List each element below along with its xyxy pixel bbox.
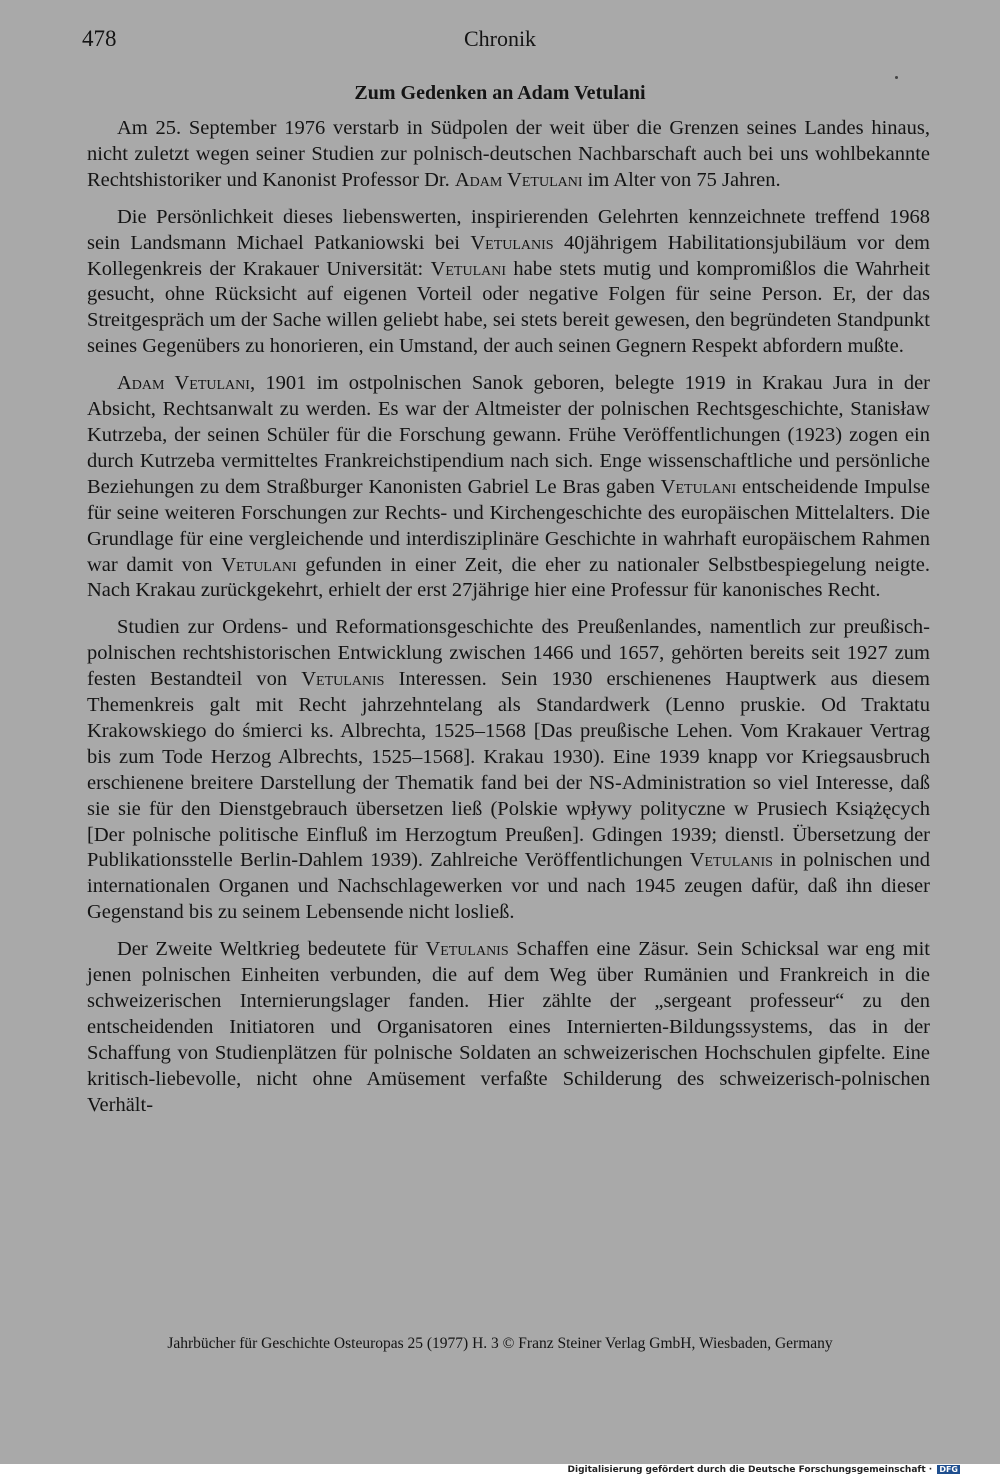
article-title: Zum Gedenken an Adam Vetulani	[354, 82, 646, 104]
name-small-caps: Vetulanis	[689, 849, 773, 872]
name-small-caps: Adam Vetulani	[454, 168, 583, 191]
paragraph-2: Die Persönlichkeit dieses liebenswerten, inspirierenden Gelehrten kennzeichnete treffend 1968 sein Landsmann Michael Patkaniowski bei Vetulanis 40jährigem Habilitationsjubiläum vor dem Kollegenkreis der Krakauer Universität: Vetulani habe stets mutig und kompromißlos die Wahrheit gesucht, ohne Rücksicht auf eigenen Vorteil oder negative Folgen für seine Person. Er, der das Streitgespräch um der Sache willen geliebt habe, sei stets bereit gewesen, den begründeten Standpunkt seines Gegenübers zu honorieren, ein Umstand, der auch seinen Gegnern Respekt abfordern mußte.	[87, 205, 930, 358]
running-head: Chronik	[463, 26, 537, 51]
name-small-caps: Adam Vetulani	[117, 372, 250, 395]
name-small-caps: Vetulani	[430, 257, 507, 280]
name-small-caps: Vetulanis	[470, 231, 554, 254]
paragraph-1: Am 25. September 1976 verstarb in Südpolen der weit über die Grenzen seines Landes hinaus, nicht zuletzt wegen seiner Studien zur polnisch-deutschen Nachbarschaft auch bei uns wohlbekannte Rechtshistoriker und Kanonist Professor Dr. Adam Vetulani im Alter von 75 Jahren.	[87, 117, 930, 191]
paragraph-3: Adam Vetulani, 1901 im ostpolnischen Sanok geboren, belegte 1919 in Krakau Jura in der Absicht, Rechtsanwalt zu werden. Es war der Altmeister der polnischen Rechtsgeschichte, Stanisław Kutrzeba, der seinen Schüler für die Forschung gewann. Frühe Veröffentlichungen (1923) zogen ein durch Kutrzeba vermitteltes Frankreichstipendium nach sich. Enge wissenschaftliche und persönliche Beziehungen zu dem Straßburger Kanonisten Gabriel Le Bras gaben Vetulani entscheidende Impulse für seine weiteren Forschungen zur Rechts- und Kirchengeschichte des europäischen Mittelalters. Die Grundlage für eine vergleichende und interdisziplinäre Geschichte in wahrhaft europäischem Rahmen war damit von Vetulani gefunden in einer Zeit, die eher zu nationaler Selbstbespiegelung neigte. Nach Krakau zurückgekehrt, erhielt der erst 27jährige hier eine Professur für kanonisches Recht.	[87, 372, 931, 602]
dfg-logo: DFG	[939, 1465, 958, 1474]
paragraph-4: Studien zur Ordens- und Reformationsgeschichte des Preußenlandes, namentlich zur preußisch-polnischen rechtshistorischen Entwicklung zwischen 1466 und 1657, gehörten bereits seit 1927 zum festen Bestandteil von Vetulanis Interessen. Sein 1930 erschienenes Hauptwerk aus diesem Themenkreis galt mit Recht jahrzehntelang als Standardwerk (Lenno pruskie. Od Traktatu Krakowskiego do śmierci ks. Albrechta, 1525–1568 [Das preußische Lehen. Vom Krakauer Vertrag bis zum Tode Herzog Albrechts, 1525–1568]. Krakau 1930). Eine 1939 knapp vor Kriegsausbruch erschienene breitere Darstellung der Thematik fand bei der NS-Administration so viel Interesse, daß sie sie für den Dienstgebrauch übersetzen ließ (Polskie wpływy polityczne w Prusiech Książęcych [Der polnische politische Einfluß im Herzogtum Preußen]. Gdingen 1939; dienstl. Übersetzung der Publikationsstelle Berlin-Dahlem 1939). Zahlreiche Veröffentlichungen Vetulanis in polnischen und internationalen Organen und Nachschlagewerken vor und nach 1945 zeugen dafür, daß ihn dieser Gegenstand bis zu seinem Lebensende nicht losließ.	[87, 616, 930, 924]
article-body	[87, 116, 930, 1130]
name-small-caps: Vetulanis	[301, 668, 385, 691]
digitization-note	[568, 1465, 960, 1475]
page-number: 478	[82, 26, 117, 51]
footer-citation: Jahrbücher für Geschichte Osteuropas 25 (1977) H. 3 © Franz Steiner Verlag GmbH, Wiesbaden, Germany	[167, 1335, 833, 1352]
name-small-caps: Vetulani	[660, 475, 737, 498]
digitization-note-text: Digitalisierung gefördert durch die Deutsche Forschungsgemeinschaft ·	[567, 1465, 933, 1475]
name-small-caps: Vetulani	[221, 553, 297, 576]
paragraph-5: Der Zweite Weltkrieg bedeutete für Vetulanis Schaffen eine Zäsur. Sein Schicksal war eng mit jenen polnischen Einheiten verbunden, die auf dem Weg über Rumänien und Frankreich in die schweizerischen Internierungslager fanden. Hier zählte der „sergeant professeur“ zu den entscheidenden Initiatoren und Organisatoren eines Internierten-Bildungssystems, das in der Schaffung von Studienplätzen für polnische Soldaten an schweizerischen Hochschulen gipfelte. Eine kritisch-liebevolle, nicht ohne Amüsement verfaßte Schilderung des schweizerisch-polnischen Verhält-	[87, 938, 930, 1116]
name-small-caps: Vetulanis	[425, 938, 509, 961]
scan-speck	[895, 76, 898, 79]
